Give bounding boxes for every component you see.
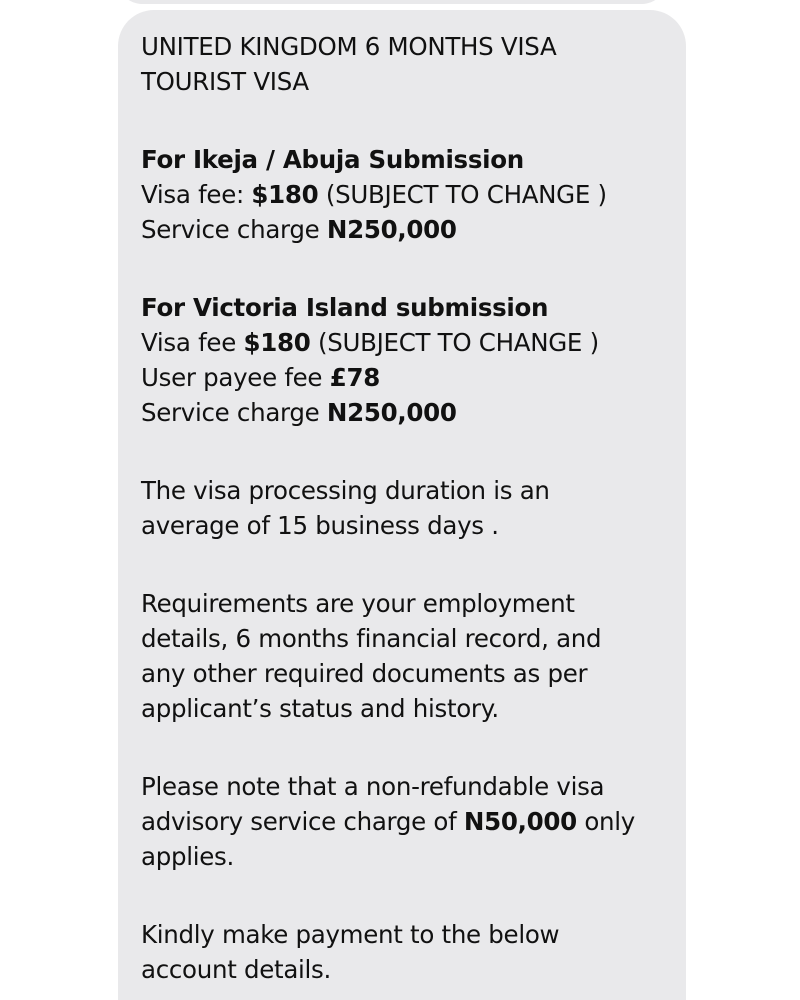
requirements-line-1: Requirements are your employment xyxy=(141,589,575,618)
payment-line-2: account details. xyxy=(141,955,332,984)
spacer xyxy=(141,726,671,769)
note-line-1: Please note that a non-refundable visa xyxy=(141,772,605,801)
previous-message-bubble[interactable] xyxy=(118,0,666,4)
visa-fee-amount: $180 xyxy=(243,328,311,357)
note-line-2 xyxy=(141,804,671,839)
requirements-line-3: any other required documents as per xyxy=(141,659,588,688)
note-text: advisory service charge of xyxy=(141,807,464,836)
victoria-island-service-charge xyxy=(141,395,671,430)
message-text xyxy=(141,29,671,987)
visa-fee-label: Visa fee xyxy=(141,328,244,357)
advisory-charge-amount: N50,000 xyxy=(463,807,577,836)
title-line-2: TOURIST VISA xyxy=(141,67,309,96)
service-charge-amount: N250,000 xyxy=(326,215,457,244)
spacer xyxy=(141,874,671,917)
victoria-island-visa-fee xyxy=(141,325,671,360)
visa-fee-note: (SUBJECT TO CHANGE ) xyxy=(318,180,607,209)
user-payee-label: User payee fee xyxy=(141,363,330,392)
user-payee-amount: £78 xyxy=(329,363,380,392)
note-line-3: applies. xyxy=(141,842,234,871)
visa-fee-amount: $180 xyxy=(251,180,319,209)
ikeja-abuja-visa-fee xyxy=(141,177,671,212)
service-charge-amount: N250,000 xyxy=(326,398,457,427)
duration-line-2: average of 15 business days . xyxy=(141,511,499,540)
service-charge-label: Service charge xyxy=(141,215,327,244)
requirements-line-2: details, 6 months financial record, and xyxy=(141,624,602,653)
service-charge-label: Service charge xyxy=(141,398,327,427)
visa-fee-note: (SUBJECT TO CHANGE ) xyxy=(310,328,599,357)
ikeja-abuja-service-charge xyxy=(141,212,671,247)
spacer xyxy=(141,99,671,142)
victoria-island-user-payee-fee xyxy=(141,360,671,395)
ikeja-abuja-heading: For Ikeja / Abuja Submission xyxy=(141,145,524,174)
spacer xyxy=(141,543,671,586)
note-text: only xyxy=(576,807,635,836)
victoria-island-heading: For Victoria Island submission xyxy=(141,293,549,322)
visa-fee-label: Visa fee: xyxy=(141,180,252,209)
duration-line-1: The visa processing duration is an xyxy=(141,476,550,505)
requirements-line-4: applicant’s status and history. xyxy=(141,694,499,723)
spacer xyxy=(141,430,671,473)
title-line-1: UNITED KINGDOM 6 MONTHS VISA xyxy=(141,32,557,61)
spacer xyxy=(141,247,671,290)
payment-line-1: Kindly make payment to the below xyxy=(141,920,560,949)
